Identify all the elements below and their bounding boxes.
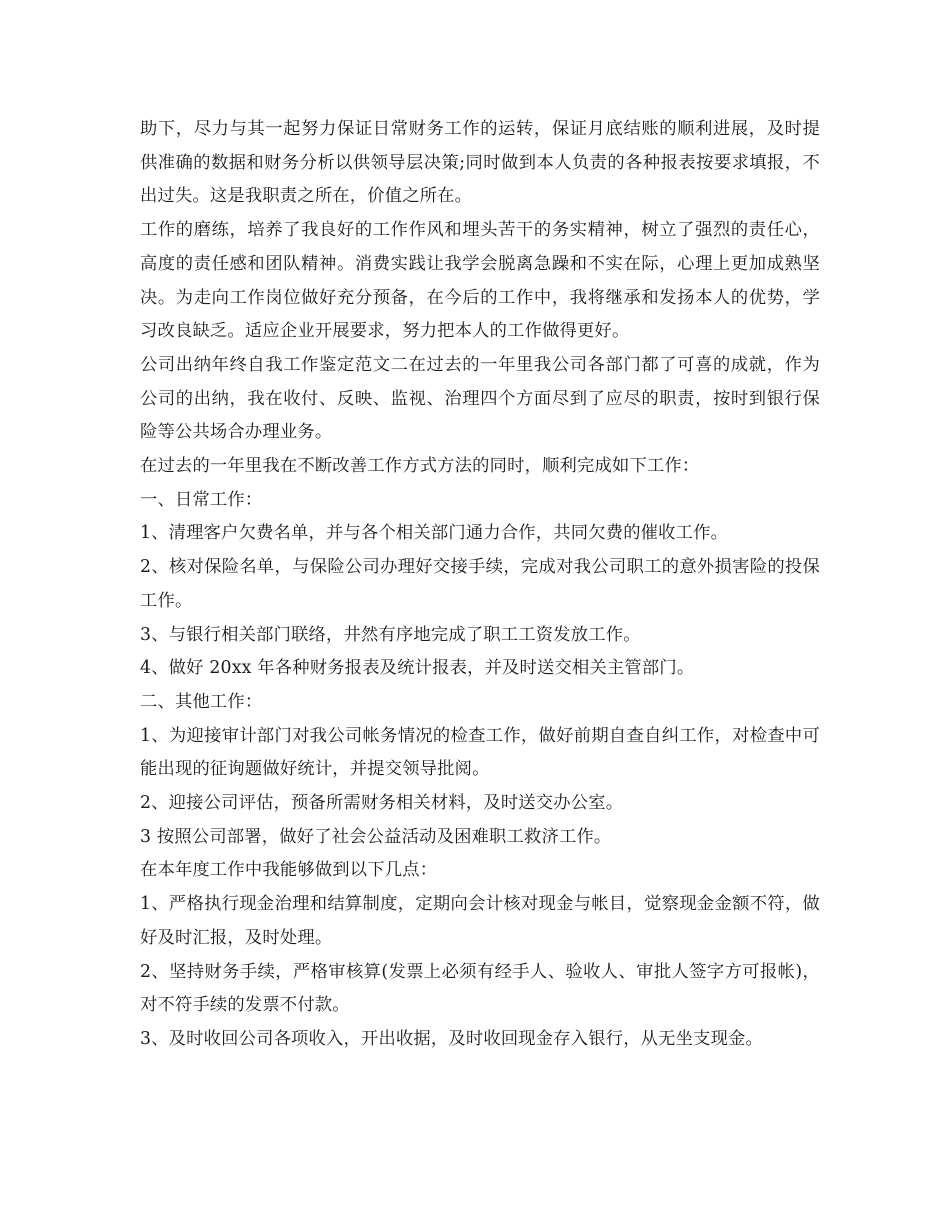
document-body bbox=[140, 113, 820, 1057]
list-item: 1、清理客户欠费名单，并与各个相关部门通力合作，共同欠费的催收工作。 bbox=[140, 523, 729, 544]
list-item: 3、与银行相关部门联络，井然有序地完成了职工工资发放工作。 bbox=[140, 624, 641, 645]
list-item: 4、做好 20xx 年各种财务报表及统计报表，并及时送交相关主管部门。 bbox=[140, 658, 695, 679]
paragraph: 助下，尽力与其一起努力保证日常财务工作的运转，保证月底结账的顺利进展，及时提供准确的数据和财务分析以供领导层决策;同时做到本人负责的各种报表按要求填报，不出过失。这是我职责之所在，价值之所在。 bbox=[140, 119, 820, 207]
section-heading: 二、其他工作： bbox=[140, 691, 263, 712]
list-item: 3 按照公司部署，做好了社会公益活动及困难职工救济工作。 bbox=[140, 826, 612, 847]
list-item: 1、严格执行现金治理和结算制度，定期向会计核对现金与帐目，觉察现金金额不符，做好及时汇报，及时处理。 bbox=[140, 894, 820, 948]
list-item: 2、迎接公司评估，预备所需财务相关材料，及时送交办公室。 bbox=[140, 793, 624, 814]
list-item: 1、为迎接审计部门对我公司帐务情况的检查工作，做好前期自查自纠工作，对检查中可能出现的征询题做好统计，并提交领导批阅。 bbox=[140, 725, 820, 780]
paragraph: 在过去的一年里我在不断改善工作方式方法的同时，顺利完成如下工作： bbox=[140, 456, 700, 477]
list-item: 2、坚持财务手续，严格审核算(发票上必须有经手人、验收人、审批人签字方可报帐)，对不符手续的发票不付款。 bbox=[140, 961, 820, 1016]
section-heading: 一、日常工作： bbox=[140, 489, 263, 510]
paragraph: 公司出纳年终自我工作鉴定范文二在过去的一年里我公司各部门都了可喜的成就，作为公司的出纳，我在收付、反映、监视、治理四个方面尽到了应尽的职责，按时到银行保险等公共场合办理业务。 bbox=[140, 354, 820, 443]
list-item: 2、核对保险名单，与保险公司办理好交接手续，完成对我公司职工的意外损害险的投保工作。 bbox=[140, 557, 820, 611]
paragraph: 在本年度工作中我能够做到以下几点： bbox=[140, 860, 438, 881]
list-item: 3、及时收回公司各项收入，开出收据，及时收回现金存入银行，从无坐支现金。 bbox=[140, 1028, 764, 1049]
paragraph: 工作的磨练，培养了我良好的工作作风和埋头苦干的务实精神，树立了强烈的责任心，高度的责任感和团队精神。消费实践让我学会脱离急躁和不实在际，心理上更加成熟坚决。为走向工作岗位做好充分预备，在今后的工作中，我将继承和发扬本人的优势，学习改良缺乏。适应企业开展要求，努力把本人的工作做得更好。 bbox=[140, 220, 820, 342]
